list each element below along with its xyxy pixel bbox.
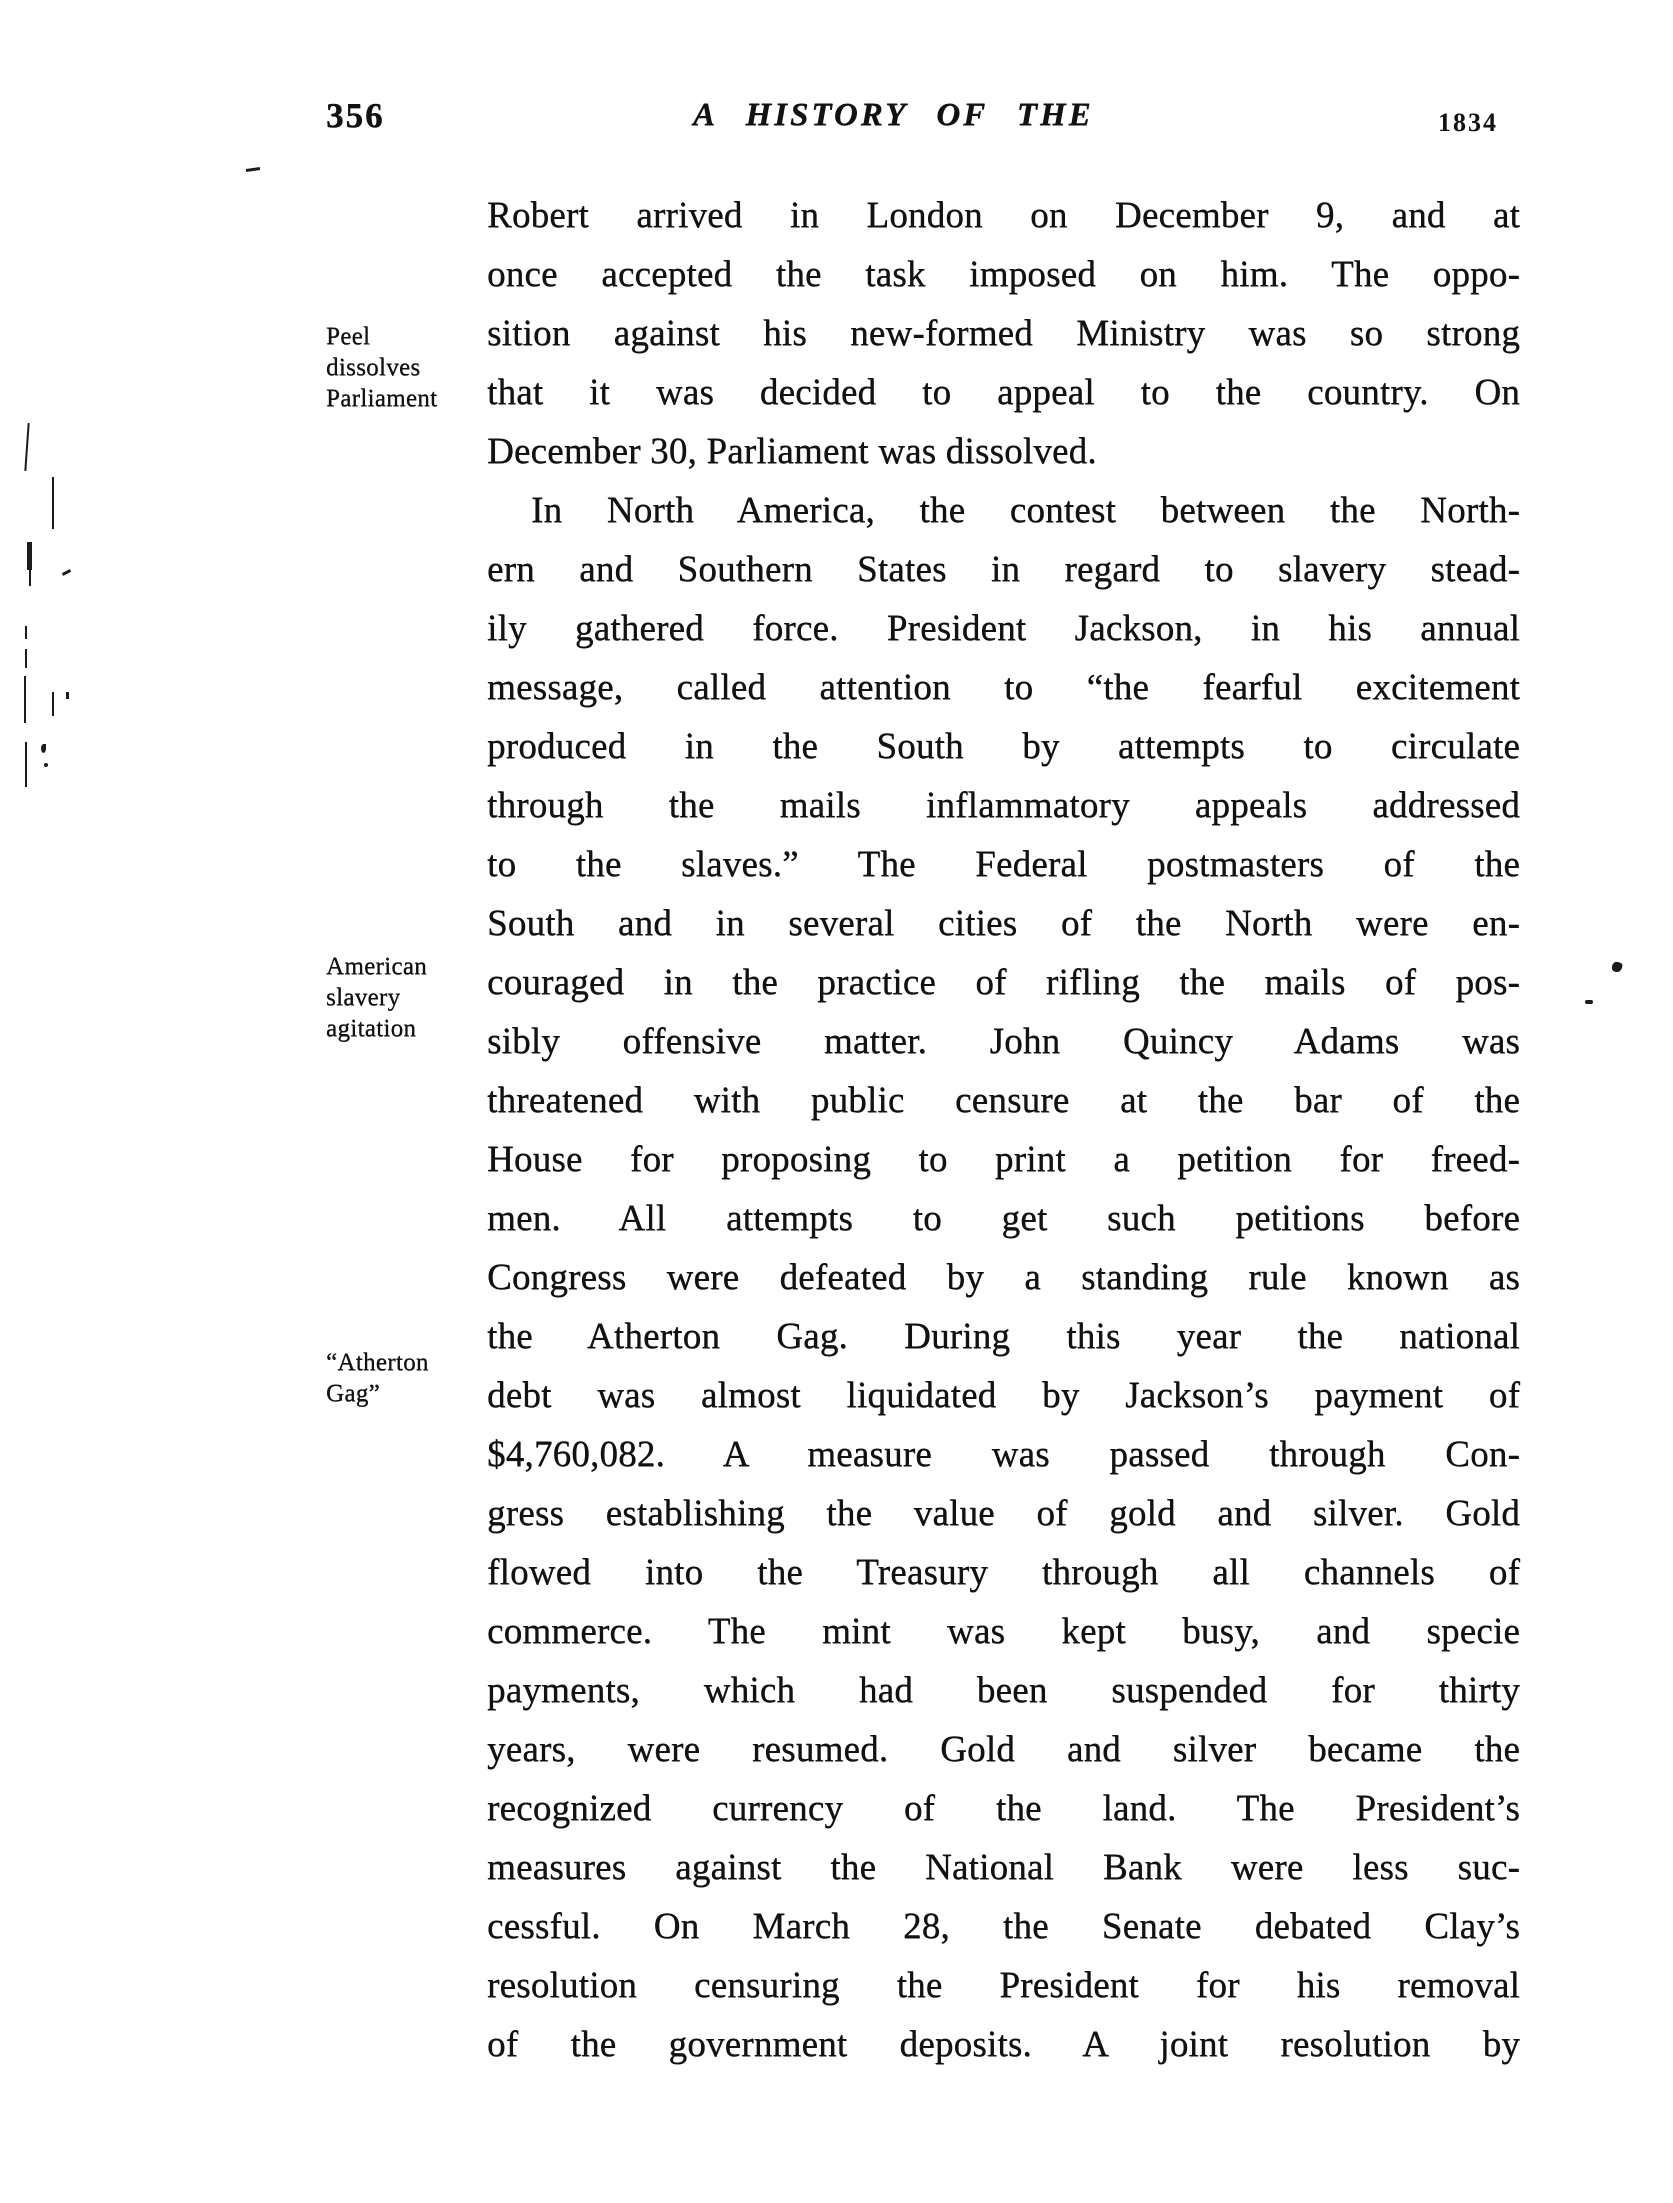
scan-artifact: [24, 676, 26, 723]
scan-artifact: [66, 692, 69, 699]
scan-artifact: [41, 744, 46, 753]
body-line: threatened with public censure at the bar of the: [487, 1080, 1520, 1121]
body-line: commerce. The mint was kept busy, and specie: [487, 1611, 1520, 1652]
body-line: that it was decided to appeal to the country. On: [487, 372, 1520, 413]
body-line: Congress were defeated by a standing rule known as: [487, 1257, 1520, 1298]
scan-artifact: [25, 626, 27, 639]
scan-artifact: [1585, 1000, 1593, 1004]
body-line: flowed into the Treasury through all channels of: [487, 1552, 1520, 1593]
body-line: sibly offensive matter. John Quincy Adams was: [487, 1021, 1520, 1062]
margin-note-line: agitation: [326, 1015, 417, 1042]
scan-artifact: [246, 167, 260, 172]
body-line: to the slaves.” The Federal postmasters of the: [487, 844, 1520, 885]
body-line: resolution censuring the President for his removal: [487, 1965, 1520, 2006]
body-line: debt was almost liquidated by Jackson’s payment of: [487, 1375, 1520, 1416]
body-line: men. All attempts to get such petitions before: [487, 1198, 1520, 1239]
running-title: A HISTORY OF THE: [693, 97, 1094, 133]
body-line: cessful. On March 28, the Senate debated Clay’s: [487, 1906, 1520, 1947]
body-text: [487, 186, 1520, 2074]
margin-note-line: “Atherton: [326, 1349, 429, 1376]
body-line: $4,760,082. A measure was passed through Con-: [487, 1434, 1520, 1475]
body-line: message, called attention to “the fearful excitement: [487, 667, 1520, 708]
margin-note-line: Gag”: [326, 1380, 380, 1407]
page-number: 356: [326, 96, 385, 135]
body-line: measures against the National Bank were less suc-: [487, 1847, 1520, 1888]
margin-note-atherton-gag: [326, 1347, 491, 1409]
scan-artifact: [27, 542, 32, 570]
body-line: ily gathered force. President Jackson, in his annual: [487, 608, 1520, 649]
scan-artifact: [25, 742, 27, 787]
margin-note-line: Parliament: [326, 385, 438, 412]
scan-artifact: [24, 423, 29, 471]
body-line: ern and Southern States in regard to slavery stead-: [487, 549, 1520, 590]
scan-artifact: [29, 568, 31, 586]
body-line: payments, which had been suspended for thirty: [487, 1670, 1520, 1711]
body-line: couraged in the practice of rifling the mails of pos-: [487, 962, 1520, 1003]
body-line: South and in several cities of the North were en-: [487, 903, 1520, 944]
body-line: December 30, Parliament was dissolved.: [487, 431, 1097, 472]
body-line: years, were resumed. Gold and silver became the: [487, 1729, 1520, 1770]
margin-note-peel-dissolves-parliament: [326, 321, 491, 414]
body-line: recognized currency of the land. The President’s: [487, 1788, 1520, 1829]
body-line: House for proposing to print a petition for freed-: [487, 1139, 1520, 1180]
body-line: Robert arrived in London on December 9, and at: [487, 195, 1520, 236]
body-line: once accepted the task imposed on him. The oppo-: [487, 254, 1520, 295]
scan-artifact: [52, 477, 54, 529]
body-line: produced in the South by attempts to circulate: [487, 726, 1520, 767]
margin-note-line: slavery: [326, 984, 401, 1011]
margin-note-line: Peel: [326, 323, 371, 350]
body-line: of the government deposits. A joint resolution by: [487, 2024, 1520, 2065]
scan-artifact: [52, 692, 54, 716]
body-line: gress establishing the value of gold and silver. Gold: [487, 1493, 1520, 1534]
margin-year: 1834: [1438, 108, 1498, 137]
body-line: through the mails inflammatory appeals addressed: [487, 785, 1520, 826]
body-line: the Atherton Gag. During this year the national: [487, 1316, 1520, 1357]
scan-artifact: [62, 569, 71, 576]
scan-artifact: [1611, 961, 1623, 973]
body-line: sition against his new-formed Ministry was so strong: [487, 313, 1520, 354]
scan-artifact: [25, 649, 27, 668]
scan-artifact: [44, 763, 48, 767]
margin-note-line: American: [326, 953, 427, 980]
body-line: In North America, the contest between the North-: [531, 490, 1520, 531]
margin-note-line: dissolves: [326, 354, 421, 381]
margin-note-american-slavery-agitation: [326, 951, 491, 1044]
